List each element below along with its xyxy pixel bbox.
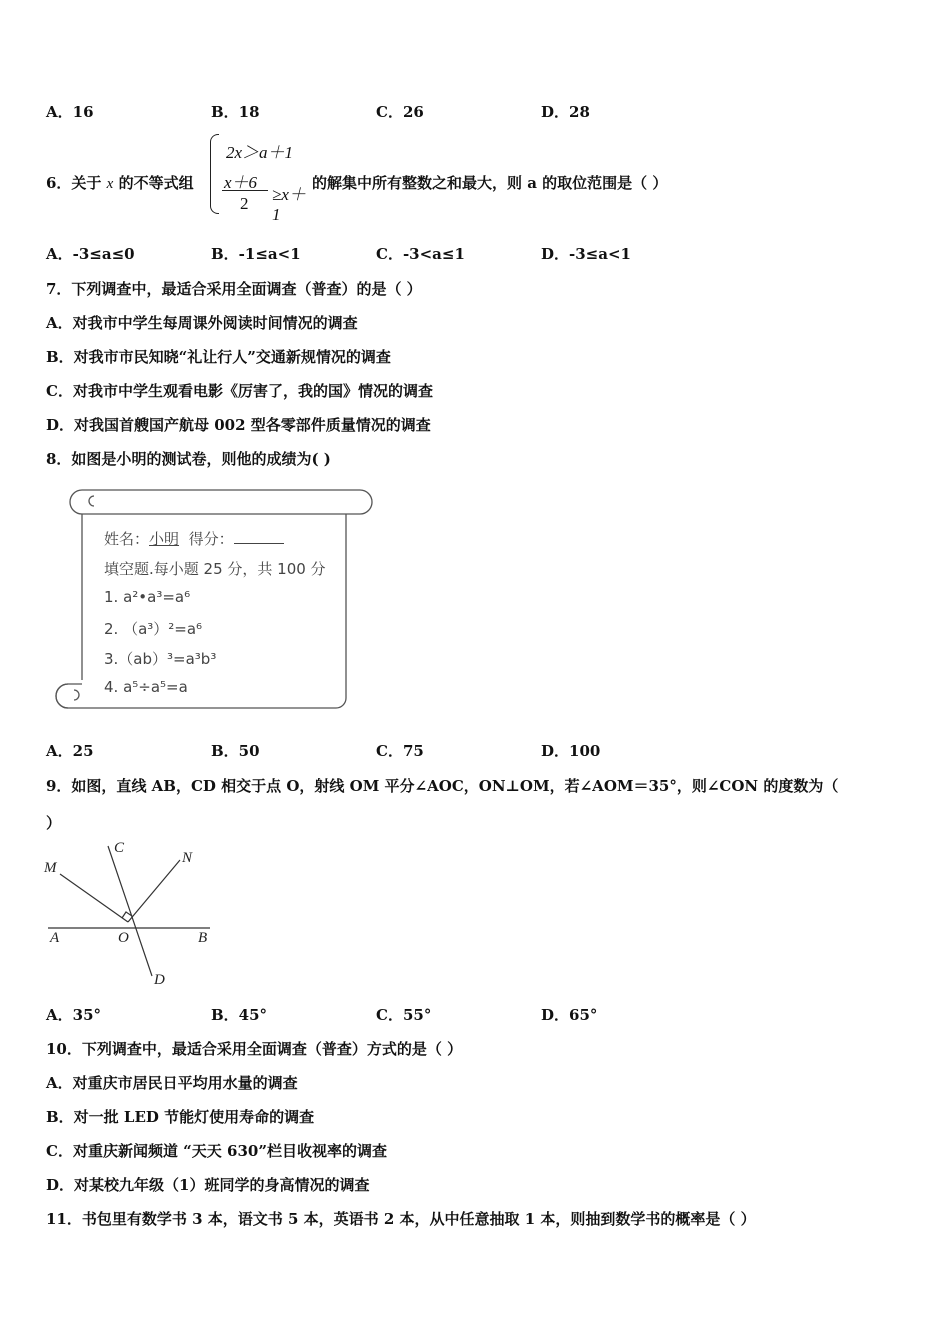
q9-option-d: D．65°: [541, 1006, 598, 1024]
paper-item-1: 1. a²•a³=a⁶: [104, 588, 191, 606]
q10-option-d: D．对某校九年级（1）班同学的身高情况的调查: [46, 1176, 370, 1194]
q8-option-b: B．50: [211, 742, 260, 760]
q8-option-a: A．25: [46, 742, 94, 760]
q6-inequality-system: [210, 134, 310, 224]
q6-variable: x: [106, 176, 114, 192]
label-d: D: [154, 972, 165, 988]
fraction-bar: [222, 190, 268, 191]
q10-option-b: B．对一批 LED 节能灯使用寿命的调查: [46, 1108, 315, 1126]
q11-stem: 11．书包里有数学书 3 本，语文书 5 本，英语书 2 本，从中任意抽取 1 本，则抽到数学书的概率是（ ）: [46, 1210, 756, 1228]
inequality-1: 2x＞a＋1: [226, 143, 294, 162]
paper-name-label: 姓名：: [104, 530, 150, 548]
inequality-2-rhs: ≥x＋1: [272, 185, 306, 224]
q5-option-b: B．18: [211, 103, 260, 121]
q7-stem: 7．下列调查中，最适合采用全面调查（普查）的是（ ）: [46, 280, 422, 298]
paper-score-label: 得分：: [188, 530, 234, 548]
q9-option-a: A．35°: [46, 1006, 102, 1024]
q6-option-b: B．-1≤a<1: [211, 245, 301, 263]
test-paper-figure: [54, 488, 378, 712]
label-m: M: [44, 860, 57, 876]
q8-stem: 8．如图是小明的测试卷，则他的成绩为( ): [46, 450, 331, 468]
angle-figure: [40, 838, 220, 998]
q6-prefix: 6．关于: [46, 174, 102, 192]
q8-option-c: C．75: [376, 742, 424, 760]
label-b: B: [198, 930, 208, 946]
intersecting-lines: [40, 838, 220, 998]
q7-option-b: B．对我市市民知晓“礼让行人”交通新规情况的调查: [46, 348, 391, 366]
paper-item-3: 3.（ab）³=a³b³: [104, 650, 217, 668]
label-n: N: [182, 850, 193, 866]
q10-option-c: C．对重庆新闻频道 “天天 630”栏目收视率的调查: [46, 1142, 387, 1160]
paper-item-2: 2. （a³）²=a⁶: [104, 620, 203, 638]
q9-option-c: C．55°: [376, 1006, 432, 1024]
q6-stem: [46, 173, 194, 194]
ray-om: [60, 874, 128, 922]
inequality-2-denominator: 2: [240, 194, 249, 213]
ray-on: [128, 860, 180, 922]
q8-option-d: D．100: [541, 742, 601, 760]
q6-suffix: 的解集中所有整数之和最大，则 a 的取位范围是（ ）: [312, 174, 668, 192]
paper-instructions: 填空题.每小题 25 分，共 100 分: [104, 560, 326, 578]
q5-option-a: A．16: [46, 103, 94, 121]
q5-option-d: D．28: [541, 103, 590, 121]
scroll-outline: [54, 488, 378, 712]
q7-option-a: A．对我市中学生每周课外阅读时间情况的调查: [46, 314, 358, 332]
q6-option-c: C．-3<a≤1: [376, 245, 465, 263]
q6-mid: 的不等式组: [118, 174, 194, 192]
q9-stem-end: ）: [46, 814, 62, 832]
system-brace: [210, 134, 219, 214]
q7-option-d: D．对我国首艘国产航母 002 型各零部件质量情况的调查: [46, 416, 431, 434]
q6-option-a: A．-3≤a≤0: [46, 245, 135, 263]
q7-option-c: C．对我市中学生观看电影《厉害了，我的国》情况的调查: [46, 382, 433, 400]
line-cd: [108, 846, 152, 976]
inequality-2-numerator: x＋6: [224, 173, 258, 192]
q5-option-c: C．26: [376, 103, 424, 121]
q9-stem: 9．如图，直线 AB，CD 相交于点 O，射线 OM 平分∠AOC，ON⊥OM，若∠AOM＝35°，则∠CON 的度数为（: [46, 777, 839, 795]
label-c: C: [114, 840, 125, 856]
paper-item-4: 4. a⁵÷a⁵=a: [104, 678, 188, 696]
q9-option-b: B．45°: [211, 1006, 268, 1024]
paper-name-value: 小明: [149, 530, 180, 548]
q10-option-a: A．对重庆市居民日平均用水量的调查: [46, 1074, 298, 1092]
label-a: A: [50, 930, 60, 946]
label-o: O: [118, 930, 129, 946]
q6-option-d: D．-3≤a<1: [541, 245, 631, 263]
q10-stem: 10．下列调查中，最适合采用全面调查（普查）方式的是（ ）: [46, 1040, 463, 1058]
score-blank: [234, 543, 284, 544]
